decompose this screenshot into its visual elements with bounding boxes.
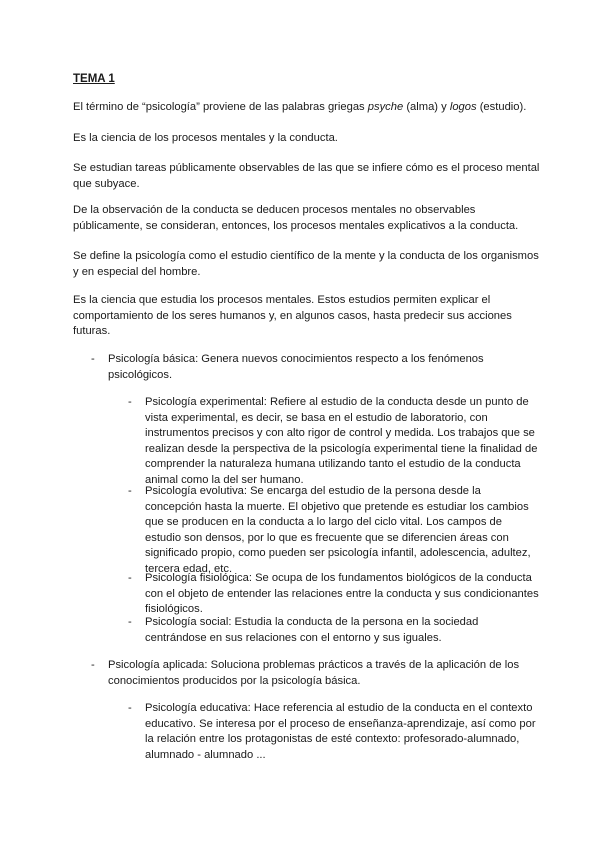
text-run: (estudio).: [476, 101, 527, 113]
paragraph-scientific: Se define la psicología como el estudio científico de la mente y la conducta de los organismos y en especial del hombre.: [73, 250, 539, 278]
text-run: (alma) y: [403, 101, 450, 113]
paragraph-definition: Es la ciencia de los procesos mentales y la conducta.: [73, 132, 338, 144]
list-item-basica: Psicología básica: Genera nuevos conocimientos respecto a los fenómenos psicológicos.: [108, 353, 484, 381]
sublist-item-fisiologica: Psicología fisiológica: Se ocupa de los fundamentos biológicos de la conducta con el objeto de entender las relaciones entre la conducta y sus condicionantes fisiológicos.: [145, 572, 539, 616]
bullet-dash: -: [128, 572, 132, 584]
list-item-aplicada: Psicología aplicada: Soluciona problemas prácticos a través de la aplicación de los conocimientos producidos por la psicología básica.: [108, 659, 520, 687]
bullet-dash: -: [91, 353, 95, 365]
bullet-dash: -: [128, 485, 132, 497]
sublist-item-social: Psicología social: Estudia la conducta de la persona en la sociedad centrándose en sus relaciones con el entorno y sus iguales.: [145, 616, 479, 644]
text-run: El término de “psicología” proviene de las palabras griegas: [73, 101, 368, 113]
page-title: TEMA 1: [73, 73, 115, 85]
paragraph-origin: [73, 100, 543, 116]
sublist-item-educativa: Psicología educativa: Hace referencia al estudio de la conducta en el contexto educativo. Se interesa por el proceso de enseñanza-aprendizaje, así como por la relación entre los protagonistas de esté contexto: profesorado-alumnado, alumnado - alumnado ...: [145, 702, 536, 761]
paragraph-mental-processes: Es la ciencia que estudia los procesos mentales. Estos estudios permiten explicar el comportamiento de los seres humanos y, en algunos casos, hasta predecir sus acciones futuras.: [73, 294, 512, 338]
term-psyche: psyche: [367, 101, 404, 113]
bullet-dash: -: [128, 396, 132, 408]
bullet-dash: -: [128, 702, 132, 714]
bullet-dash: -: [91, 659, 95, 671]
bullet-dash: -: [128, 616, 132, 628]
term-logos: logos: [449, 101, 477, 113]
paragraph-deduction: De la observación de la conducta se deducen procesos mentales no observables públicamente, se consideran, entonces, los procesos mentales explicativos a la conducta.: [73, 204, 519, 232]
paragraph-observable: Se estudian tareas públicamente observables de las que se infiere cómo es el proceso mental que subyace.: [73, 162, 540, 190]
sublist-item-evolutiva: Psicología evolutiva: Se encarga del estudio de la persona desde la concepción hasta la muerte. El objetivo que pretende es estudiar los cambios que se producen en la conducta a lo largo del ciclo vital. Los campos de estudio son densos, por lo que es frecuente que se diferencien áreas con significado propio, como pueden ser psicología infantil, adolescencia, adultez, tercera edad, etc.: [145, 485, 531, 575]
sublist-item-experimental: Psicología experimental: Refiere al estudio de la conducta desde un punto de vista experimental, es decir, se basa en el estudio de laboratorio, con instrumentos precisos y con alto rigor de control y medida. Los trabajos que se realizan desde la perspectiva de la psicología experimental tiene la finalidad de comprender la naturaleza humana utilizando tanto el estudio de la conducta animal como la del ser humano.: [145, 396, 538, 486]
